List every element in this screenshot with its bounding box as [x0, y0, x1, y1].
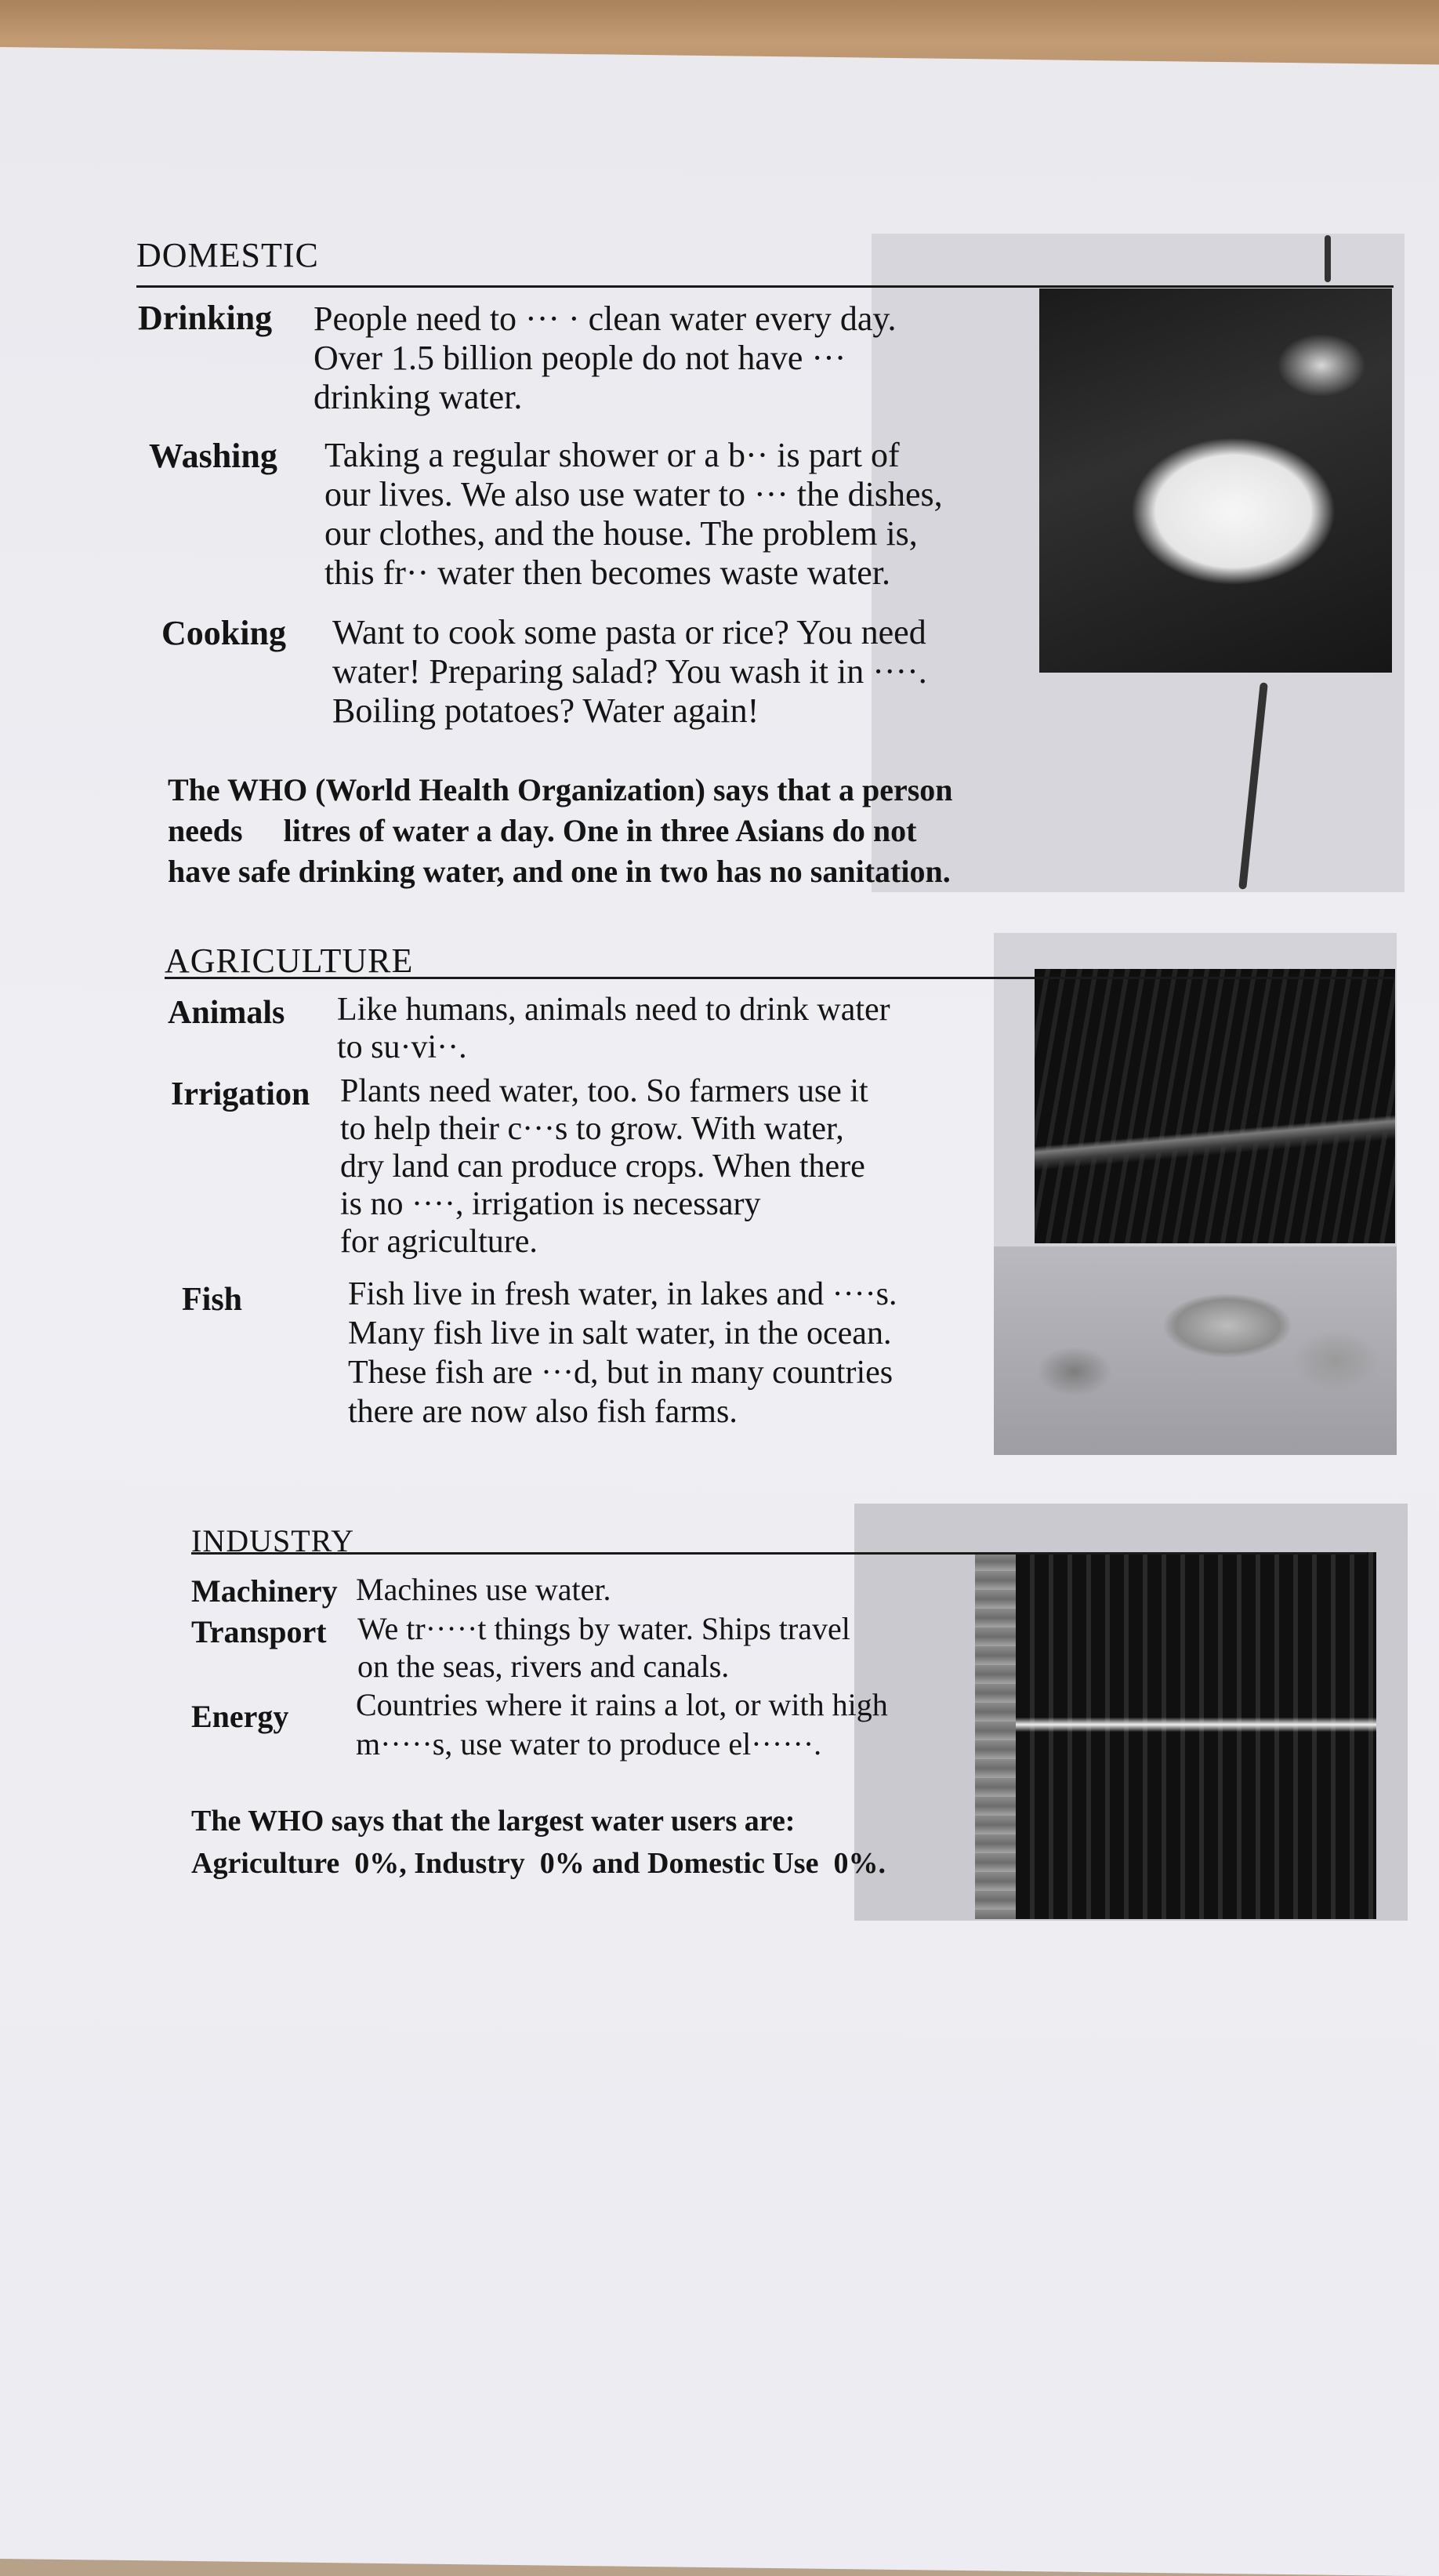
machinery-line: Machines use water. — [356, 1572, 611, 1607]
term-machinery: Machinery — [191, 1573, 338, 1609]
domestic-section-title: DOMESTIC — [136, 236, 319, 274]
agriculture-title-rule — [165, 977, 1395, 979]
machinery-description — [356, 1571, 611, 1609]
transport-line: We tr·····t things by water. Ships travel — [357, 1611, 850, 1646]
energy-description — [356, 1685, 888, 1764]
washing-line: our lives. We also use water to ··· the dishes, — [324, 475, 943, 513]
who-note-line: have safe drinking water, and one in two has no sanitation. — [168, 854, 951, 889]
irrigation-line: to help their c···s to grow. With water, — [340, 1111, 844, 1147]
who-note-litres: litres of water a day. One in three Asians do not — [283, 813, 917, 848]
term-animals: Animals — [168, 995, 285, 1031]
industry-section-title: INDUSTRY — [191, 1523, 355, 1558]
domestic-title-rule — [136, 285, 1394, 288]
term-irrigation: Irrigation — [171, 1076, 310, 1112]
animals-description — [337, 991, 890, 1066]
washing-description — [324, 436, 943, 593]
irrigation-line: Plants need water, too. So farmers use it — [340, 1073, 868, 1109]
domestic-photo-hands-water — [1039, 288, 1392, 673]
energy-line: m·····s, use water to produce el······. — [356, 1726, 822, 1761]
term-energy: Energy — [191, 1699, 289, 1734]
agriculture-section-title: AGRICULTURE — [165, 942, 414, 980]
fish-description — [348, 1275, 897, 1431]
cooking-description — [332, 613, 927, 731]
term-drinking: Drinking — [138, 299, 273, 337]
fish-line: Many fish live in salt water, in the ocean. — [348, 1315, 892, 1351]
who-note-needs: needs — [168, 813, 243, 848]
who-note-line — [168, 811, 953, 851]
drinking-line: Over 1.5 billion people do not have ··· — [314, 339, 846, 377]
energy-line: Countries where it rains a lot, or with high — [356, 1687, 888, 1722]
fish-line: there are now also fish farms. — [348, 1394, 738, 1430]
term-transport: Transport — [191, 1614, 327, 1649]
term-fish: Fish — [182, 1282, 243, 1318]
irrigation-line: for agriculture. — [340, 1224, 538, 1260]
cooking-line: Want to cook some pasta or rice? You need — [332, 613, 926, 651]
drinking-line: drinking water. — [314, 378, 523, 416]
fish-line: These fish are ···d, but in many countries — [348, 1355, 893, 1391]
drinking-description — [314, 299, 897, 417]
transport-description — [357, 1610, 850, 1685]
washing-line: Taking a regular shower or a b·· is part of — [324, 436, 900, 474]
industry-photo-factory — [1016, 1552, 1376, 1919]
fish-line: Fish live in fresh water, in lakes and ····s. — [348, 1276, 897, 1312]
irrigation-line: dry land can produce crops. When there — [340, 1148, 865, 1185]
who-note-line: The WHO says that the largest water users are: — [191, 1805, 796, 1838]
industry-title-rule — [191, 1552, 1367, 1555]
cooking-line: Boiling potatoes? Water again! — [332, 691, 759, 730]
who-note-line: The WHO (World Health Organization) says that a person — [168, 772, 953, 807]
transport-line: on the seas, rivers and canals. — [357, 1649, 730, 1684]
term-washing: Washing — [149, 437, 277, 475]
irrigation-description — [340, 1072, 868, 1261]
term-cooking: Cooking — [161, 614, 286, 652]
irrigation-photo — [1035, 969, 1395, 1243]
fish-photo — [994, 1246, 1397, 1455]
animals-line: Like humans, animals need to drink water — [337, 992, 890, 1028]
irrigation-line: is no ····, irrigation is necessary — [340, 1186, 761, 1222]
who-note-line: Agriculture 0%, Industry 0% and Domestic Use 0%. — [191, 1847, 886, 1880]
industry-who-note — [191, 1800, 886, 1885]
cooking-line: water! Preparing salad? You wash it in ····. — [332, 652, 927, 691]
washing-line: our clothes, and the house. The problem is, — [324, 514, 918, 553]
domestic-who-note — [168, 770, 953, 892]
drinking-line: People need to ··· · clean water every day. — [314, 299, 897, 338]
animals-line: to su·vi··. — [337, 1029, 467, 1065]
washing-line: this fr·· water then becomes waste water. — [324, 553, 891, 592]
faucet-pipe-graphic — [1325, 235, 1331, 282]
